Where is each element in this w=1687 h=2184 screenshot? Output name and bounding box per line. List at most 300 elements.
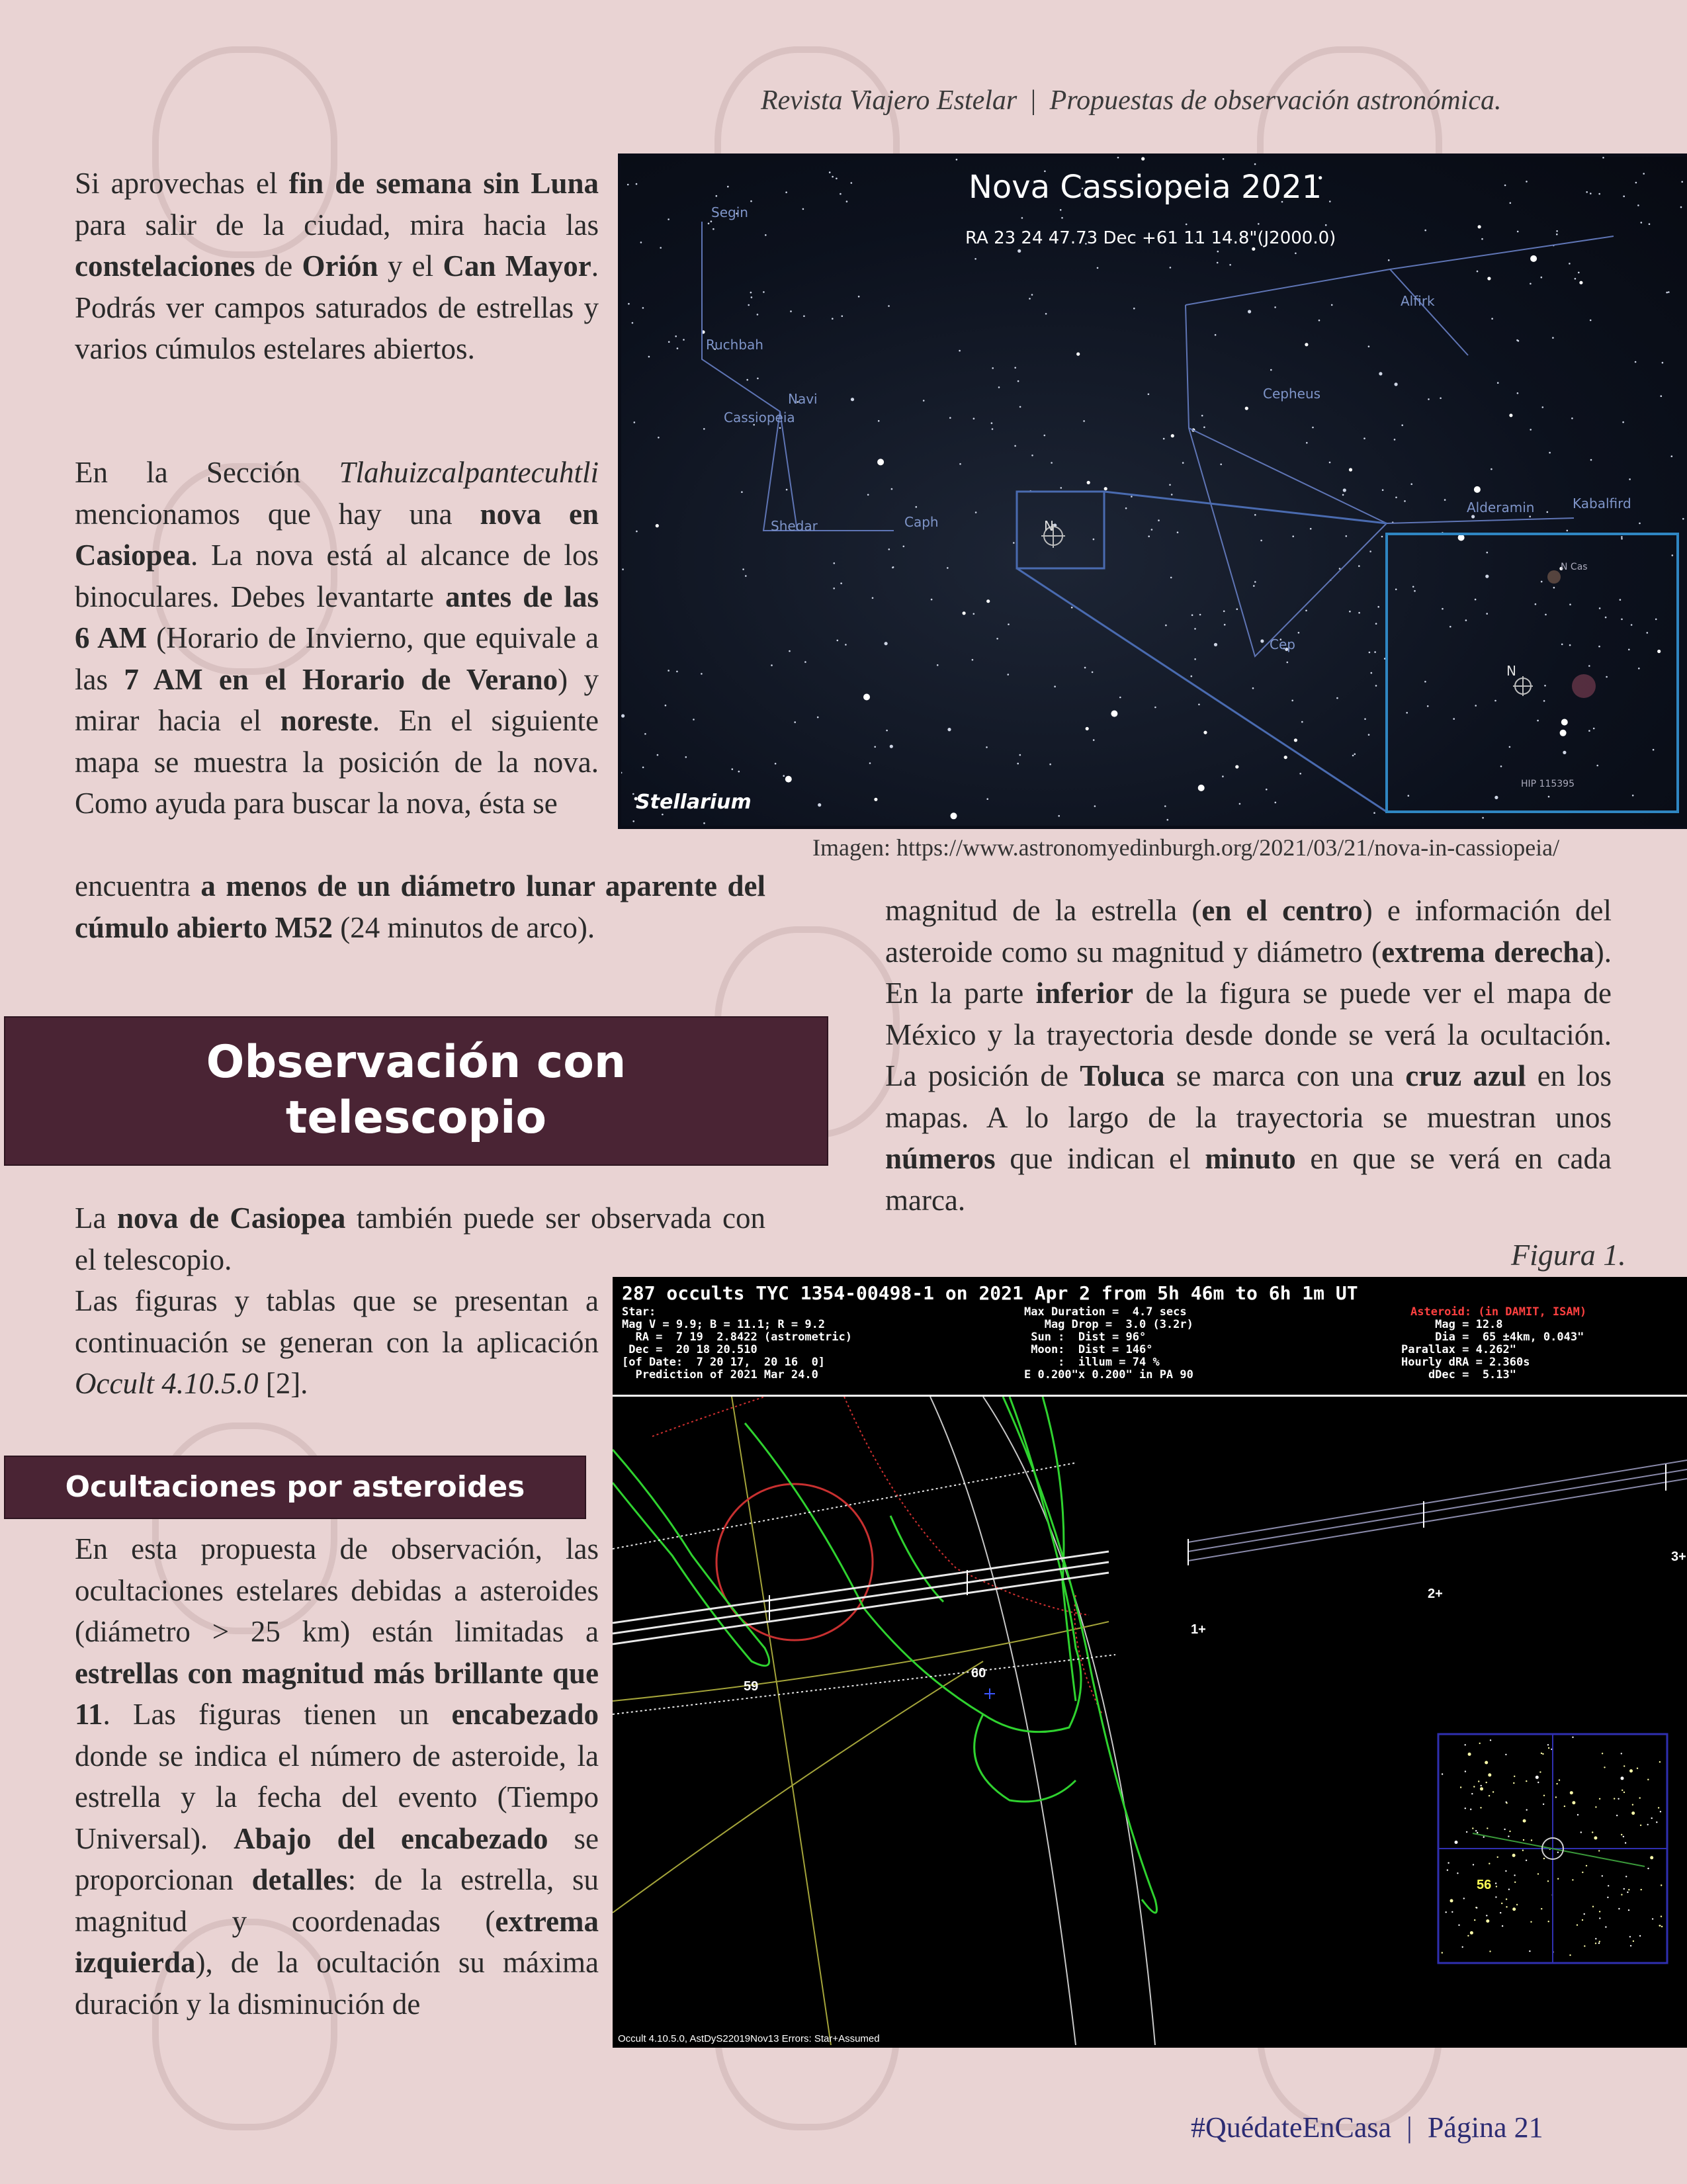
inset-star bbox=[1659, 1761, 1661, 1763]
star bbox=[1395, 497, 1397, 499]
star bbox=[1530, 283, 1532, 285]
star bbox=[1412, 586, 1414, 588]
star bbox=[834, 562, 836, 564]
inset-star bbox=[1448, 1862, 1449, 1864]
inset-star bbox=[1602, 1875, 1603, 1876]
bold-text: nova en Casiopea bbox=[75, 497, 599, 572]
star bbox=[947, 728, 951, 731]
italic-text: Tlahuizcalpantecuhtli bbox=[339, 456, 599, 489]
inset-star bbox=[1496, 1886, 1497, 1887]
star bbox=[748, 304, 750, 306]
path-edge bbox=[613, 1573, 1109, 1644]
star bbox=[1198, 704, 1200, 706]
inset-star bbox=[1659, 1925, 1660, 1926]
star bbox=[1556, 230, 1558, 232]
inset-star bbox=[1582, 1872, 1583, 1873]
central-line bbox=[613, 1562, 1109, 1634]
star bbox=[1509, 414, 1512, 417]
graticule-line bbox=[732, 1397, 831, 2045]
bold-text: cruz azul bbox=[1405, 1059, 1526, 1092]
star bbox=[1217, 251, 1219, 253]
star bbox=[750, 200, 752, 202]
text-run: magnitud de la estrella ( bbox=[885, 894, 1202, 927]
star bbox=[1294, 738, 1297, 742]
star bbox=[1369, 550, 1371, 552]
text-run: en que se verá en cada marca. bbox=[885, 1142, 1612, 1217]
inset-star bbox=[1486, 1915, 1487, 1916]
header-separator: | bbox=[1030, 85, 1037, 116]
star bbox=[1029, 298, 1031, 300]
cepheus-line-4 bbox=[1390, 236, 1614, 269]
star bbox=[1510, 202, 1512, 204]
inset-star bbox=[1489, 1795, 1490, 1796]
star bbox=[1329, 200, 1331, 202]
inset-star bbox=[1621, 1834, 1622, 1835]
inset-star bbox=[1555, 1796, 1557, 1798]
inset-star bbox=[1529, 1950, 1530, 1952]
nova-paragraph bbox=[75, 452, 599, 824]
star bbox=[1401, 424, 1403, 426]
star bbox=[832, 318, 834, 320]
bold-text: inferior bbox=[1035, 977, 1134, 1010]
star bbox=[846, 200, 848, 202]
star bbox=[1545, 614, 1547, 616]
star bbox=[1191, 614, 1193, 616]
star bbox=[817, 717, 819, 719]
star bbox=[1440, 398, 1442, 400]
star bbox=[1368, 734, 1370, 736]
inset-star bbox=[1474, 1919, 1475, 1921]
star bbox=[1071, 607, 1073, 609]
star bbox=[1682, 518, 1684, 520]
star bbox=[996, 638, 998, 640]
star bbox=[992, 428, 994, 430]
text-run: y el bbox=[378, 249, 443, 283]
outer-path-line bbox=[1188, 1479, 1687, 1561]
star bbox=[785, 191, 787, 193]
star bbox=[1606, 676, 1608, 678]
star bbox=[1148, 394, 1150, 396]
star bbox=[1275, 802, 1277, 804]
starfield bbox=[621, 157, 1684, 824]
star bbox=[1236, 608, 1238, 610]
bold-text: Toluca bbox=[1080, 1059, 1165, 1092]
star bbox=[1352, 755, 1354, 757]
star bbox=[1641, 222, 1643, 224]
star bbox=[1588, 665, 1590, 667]
inset-star bbox=[1641, 1889, 1642, 1890]
star bbox=[662, 814, 664, 816]
star bbox=[668, 341, 670, 343]
star bbox=[1643, 173, 1645, 175]
bold-text: Orión bbox=[302, 249, 378, 283]
inset-star bbox=[1508, 1835, 1509, 1837]
star bbox=[1628, 649, 1630, 651]
star bbox=[648, 356, 650, 358]
star bbox=[1567, 530, 1569, 532]
inset-star bbox=[1628, 1889, 1629, 1890]
star bbox=[703, 428, 705, 430]
inset-star bbox=[1462, 1946, 1463, 1948]
figure-label: Figura 1. bbox=[1511, 1238, 1626, 1272]
text-run: ) y mirar hacia el bbox=[75, 662, 599, 737]
inset-star bbox=[1460, 1786, 1461, 1788]
star bbox=[1388, 259, 1390, 261]
star bbox=[621, 714, 625, 717]
star bbox=[1541, 581, 1543, 583]
cepheus-line bbox=[1186, 269, 1468, 355]
inset-star bbox=[1647, 1868, 1649, 1869]
star bbox=[1560, 730, 1567, 736]
star bbox=[1031, 294, 1033, 296]
inset-star bbox=[1599, 1941, 1600, 1942]
star bbox=[903, 546, 905, 548]
inset-star bbox=[1501, 1903, 1502, 1904]
star bbox=[1622, 421, 1624, 423]
star bbox=[1008, 674, 1010, 676]
coastline bbox=[613, 1397, 1157, 1913]
star bbox=[840, 582, 842, 584]
star bbox=[732, 768, 734, 770]
star bbox=[1632, 795, 1634, 797]
inset-star bbox=[1577, 1814, 1579, 1815]
star bbox=[1475, 705, 1477, 707]
inset-star bbox=[1488, 1773, 1491, 1776]
inset-star bbox=[1483, 1836, 1485, 1837]
inset-star bbox=[1637, 1768, 1638, 1769]
star bbox=[1223, 158, 1225, 160]
star bbox=[1475, 599, 1477, 601]
label-navi: Navi bbox=[788, 391, 818, 407]
inset-star bbox=[1489, 1950, 1491, 1952]
star bbox=[1054, 685, 1056, 687]
inset-star bbox=[1505, 1870, 1506, 1872]
star bbox=[1647, 632, 1649, 634]
inset-star bbox=[1458, 1925, 1459, 1926]
star bbox=[1274, 306, 1276, 308]
star bbox=[1655, 619, 1657, 621]
star bbox=[1481, 238, 1483, 240]
star bbox=[742, 568, 744, 570]
star bbox=[1165, 625, 1167, 627]
inset-star bbox=[1543, 1804, 1544, 1805]
footer-hashtag: #QuédateEnCasa bbox=[1191, 2111, 1391, 2144]
inset-star bbox=[1630, 1945, 1631, 1946]
page-footer bbox=[1191, 2111, 1543, 2144]
star bbox=[1497, 382, 1499, 384]
inset-star bbox=[1647, 1824, 1649, 1825]
text-run: mencionamos que hay una bbox=[75, 497, 480, 531]
star bbox=[1301, 721, 1303, 723]
star bbox=[1552, 337, 1554, 339]
inset-star bbox=[1512, 1907, 1516, 1911]
star bbox=[785, 776, 792, 783]
inset-star bbox=[1547, 1744, 1549, 1745]
inset-star bbox=[1647, 1779, 1649, 1780]
star bbox=[1163, 438, 1165, 440]
star bbox=[1504, 185, 1506, 187]
star bbox=[804, 661, 806, 663]
star bbox=[1087, 481, 1090, 484]
text-run: . La nova está al alcance de los binoculares. Debes levantarte bbox=[75, 539, 599, 613]
star bbox=[947, 567, 949, 569]
minute-mark-2: 2+ bbox=[1428, 1587, 1443, 1601]
star bbox=[1154, 707, 1156, 709]
inset-star bbox=[1627, 1892, 1628, 1893]
star bbox=[1491, 318, 1493, 320]
star bbox=[916, 506, 918, 508]
star bbox=[1203, 731, 1207, 734]
inset-star bbox=[1543, 1795, 1545, 1796]
star bbox=[1158, 519, 1160, 521]
star bbox=[1298, 632, 1300, 634]
inset-star bbox=[1639, 1935, 1641, 1937]
star bbox=[1661, 395, 1663, 397]
star bbox=[1019, 406, 1021, 408]
star bbox=[1086, 727, 1089, 730]
star bbox=[1487, 277, 1491, 280]
star bbox=[1442, 608, 1444, 610]
label-ruchbah: Ruchbah bbox=[706, 337, 763, 353]
star bbox=[1299, 773, 1301, 775]
star bbox=[708, 223, 710, 225]
bold-text: minuto bbox=[1205, 1142, 1296, 1175]
inset-star bbox=[1623, 1792, 1625, 1793]
star bbox=[832, 176, 834, 178]
inset-star bbox=[1506, 1898, 1507, 1900]
star bbox=[1596, 765, 1598, 767]
star bbox=[818, 803, 821, 807]
star bbox=[1325, 224, 1327, 226]
star bbox=[1621, 619, 1623, 621]
inset-star bbox=[1625, 1842, 1626, 1843]
star bbox=[1629, 478, 1631, 480]
inset-star bbox=[1466, 1831, 1467, 1833]
starmap-coordinates: RA 23 24 47.73 Dec +61 11 14.8"(J2000.0) bbox=[965, 228, 1336, 248]
bold-text: fin de semana sin Luna bbox=[288, 167, 599, 200]
star bbox=[1093, 739, 1095, 741]
magazine-name: Revista Viajero Estelar bbox=[761, 85, 1017, 116]
inset-star bbox=[1577, 1924, 1578, 1925]
star bbox=[1292, 535, 1294, 537]
inset-star bbox=[1470, 1809, 1471, 1810]
star bbox=[1254, 514, 1256, 516]
star bbox=[1254, 581, 1256, 583]
star bbox=[975, 511, 977, 513]
star bbox=[1253, 585, 1255, 587]
inset-star bbox=[1661, 1884, 1662, 1886]
star bbox=[1605, 617, 1607, 619]
star bbox=[1410, 483, 1412, 485]
label-shedar: Shedar bbox=[771, 518, 818, 534]
star bbox=[1369, 652, 1371, 654]
star bbox=[1354, 754, 1356, 756]
star bbox=[959, 463, 961, 465]
star bbox=[1049, 764, 1051, 765]
star bbox=[1167, 819, 1169, 821]
star bbox=[622, 568, 624, 570]
star bbox=[1076, 353, 1080, 356]
star bbox=[1019, 754, 1021, 756]
minute-mark-60: 60 bbox=[971, 1666, 986, 1681]
inset-star bbox=[1656, 1821, 1657, 1823]
star bbox=[628, 303, 630, 305]
star bbox=[789, 650, 791, 652]
star bbox=[986, 798, 988, 800]
inset-star bbox=[1513, 1782, 1514, 1784]
star bbox=[1491, 468, 1492, 470]
star bbox=[1358, 565, 1360, 567]
star bbox=[642, 307, 644, 309]
coast-line bbox=[1043, 1397, 1076, 1701]
star bbox=[840, 193, 842, 195]
star bbox=[874, 746, 876, 748]
inset-star bbox=[1539, 1771, 1541, 1772]
star bbox=[1084, 667, 1086, 669]
star bbox=[1653, 749, 1655, 751]
inset-star bbox=[1572, 1879, 1573, 1880]
star bbox=[1598, 193, 1600, 195]
inset-star bbox=[1658, 1807, 1659, 1808]
inset-star bbox=[1536, 1776, 1539, 1779]
star bbox=[1284, 756, 1287, 759]
star bbox=[657, 754, 659, 756]
bold-text: extrema izquierda bbox=[75, 1904, 599, 1979]
star bbox=[1621, 536, 1623, 538]
star bbox=[771, 664, 773, 666]
bold-text: nova de Casiopea bbox=[116, 1201, 346, 1235]
inset-star bbox=[1572, 1737, 1573, 1738]
star bbox=[1306, 442, 1308, 444]
inset-star bbox=[1548, 1921, 1549, 1922]
inset-star bbox=[1623, 1765, 1625, 1767]
star bbox=[963, 611, 966, 615]
starmap-caption: Imagen: https://www.astronomyedinburgh.org/2021/03/21/nova-in-cassiopeia/ bbox=[812, 834, 1560, 861]
star bbox=[1336, 697, 1338, 699]
text-run: ), de la ocultación su máxima duración y la disminución de bbox=[75, 1946, 599, 2021]
inset-star bbox=[1479, 1743, 1481, 1744]
star bbox=[1547, 511, 1549, 513]
text-run: [2]. bbox=[258, 1367, 308, 1400]
star bbox=[1164, 805, 1166, 807]
inset-star bbox=[1477, 1832, 1478, 1833]
star bbox=[1635, 182, 1637, 184]
star bbox=[1104, 487, 1107, 490]
star bbox=[1364, 719, 1366, 721]
paragraph-text bbox=[75, 1280, 599, 1405]
star bbox=[1194, 658, 1196, 660]
star bbox=[1017, 380, 1019, 382]
star bbox=[1500, 765, 1502, 767]
inset-star bbox=[1595, 1938, 1596, 1939]
star bbox=[1222, 775, 1224, 777]
paragraph-text bbox=[75, 1528, 599, 2025]
star bbox=[1672, 554, 1674, 556]
star bbox=[727, 186, 729, 188]
section-heading-line: telescopio bbox=[285, 1092, 547, 1144]
text-run: . Podrás ver campos saturados de estrellas y varios cúmulos estelares abiertos. bbox=[75, 249, 599, 365]
inset-star bbox=[1564, 1806, 1565, 1807]
star bbox=[757, 378, 759, 380]
star bbox=[1141, 157, 1145, 160]
bold-text: Can Mayor bbox=[443, 249, 591, 283]
star bbox=[1639, 523, 1641, 525]
inset-star bbox=[1621, 1753, 1622, 1754]
star bbox=[886, 730, 888, 732]
inset-star bbox=[1470, 1931, 1473, 1935]
text-run: En la Sección bbox=[75, 456, 339, 489]
star bbox=[632, 322, 634, 324]
star bbox=[1170, 267, 1172, 269]
inset-star bbox=[1502, 1925, 1503, 1927]
inset-star bbox=[1505, 1754, 1506, 1755]
star bbox=[1223, 611, 1225, 613]
star bbox=[668, 670, 670, 672]
text-run: Las figuras y tablas que se presentan a continuación se generan con la aplicación bbox=[75, 1284, 599, 1359]
inset-star bbox=[1514, 1882, 1516, 1883]
star bbox=[1471, 515, 1475, 518]
inset-star bbox=[1629, 1936, 1631, 1937]
star bbox=[1561, 644, 1563, 646]
inset-star bbox=[1514, 1776, 1515, 1777]
bold-text: constelaciones bbox=[75, 249, 255, 283]
inset-star bbox=[1614, 1798, 1615, 1799]
star bbox=[1319, 320, 1320, 322]
star bbox=[1579, 281, 1582, 284]
star bbox=[1186, 224, 1188, 226]
inset-star bbox=[1633, 1941, 1634, 1942]
star bbox=[1395, 382, 1398, 386]
star bbox=[1474, 486, 1481, 493]
star bbox=[851, 398, 854, 401]
star bbox=[1553, 587, 1555, 589]
inset-star bbox=[1478, 1780, 1479, 1782]
inset-star bbox=[1650, 1856, 1653, 1859]
star bbox=[632, 793, 634, 795]
inset-star bbox=[1602, 1753, 1603, 1754]
inset-star bbox=[1467, 1935, 1469, 1937]
star bbox=[1590, 459, 1592, 461]
star bbox=[851, 182, 853, 184]
star bbox=[1588, 730, 1590, 732]
inset-star bbox=[1542, 1753, 1543, 1755]
inset-star bbox=[1557, 1878, 1559, 1880]
star bbox=[858, 296, 860, 298]
star bbox=[693, 719, 695, 721]
constellation-lines bbox=[702, 222, 1614, 656]
star bbox=[1214, 643, 1217, 646]
star bbox=[1544, 685, 1546, 687]
star bbox=[1343, 488, 1346, 492]
star bbox=[1590, 193, 1592, 195]
star bbox=[1575, 278, 1577, 280]
inset-star bbox=[1523, 1819, 1526, 1823]
inset-star bbox=[1457, 1872, 1458, 1874]
star bbox=[1477, 271, 1479, 273]
running-header bbox=[761, 85, 1501, 116]
star bbox=[1530, 429, 1532, 431]
star bbox=[621, 772, 622, 774]
inset-star bbox=[1451, 1911, 1453, 1913]
star bbox=[1657, 650, 1661, 653]
inset-star bbox=[1506, 1802, 1507, 1803]
star bbox=[656, 524, 659, 527]
inset-star bbox=[1580, 1831, 1582, 1833]
star bbox=[1014, 367, 1016, 369]
inset-star bbox=[1584, 1945, 1585, 1946]
star bbox=[1217, 262, 1219, 264]
paragraph-text bbox=[75, 1198, 765, 1280]
